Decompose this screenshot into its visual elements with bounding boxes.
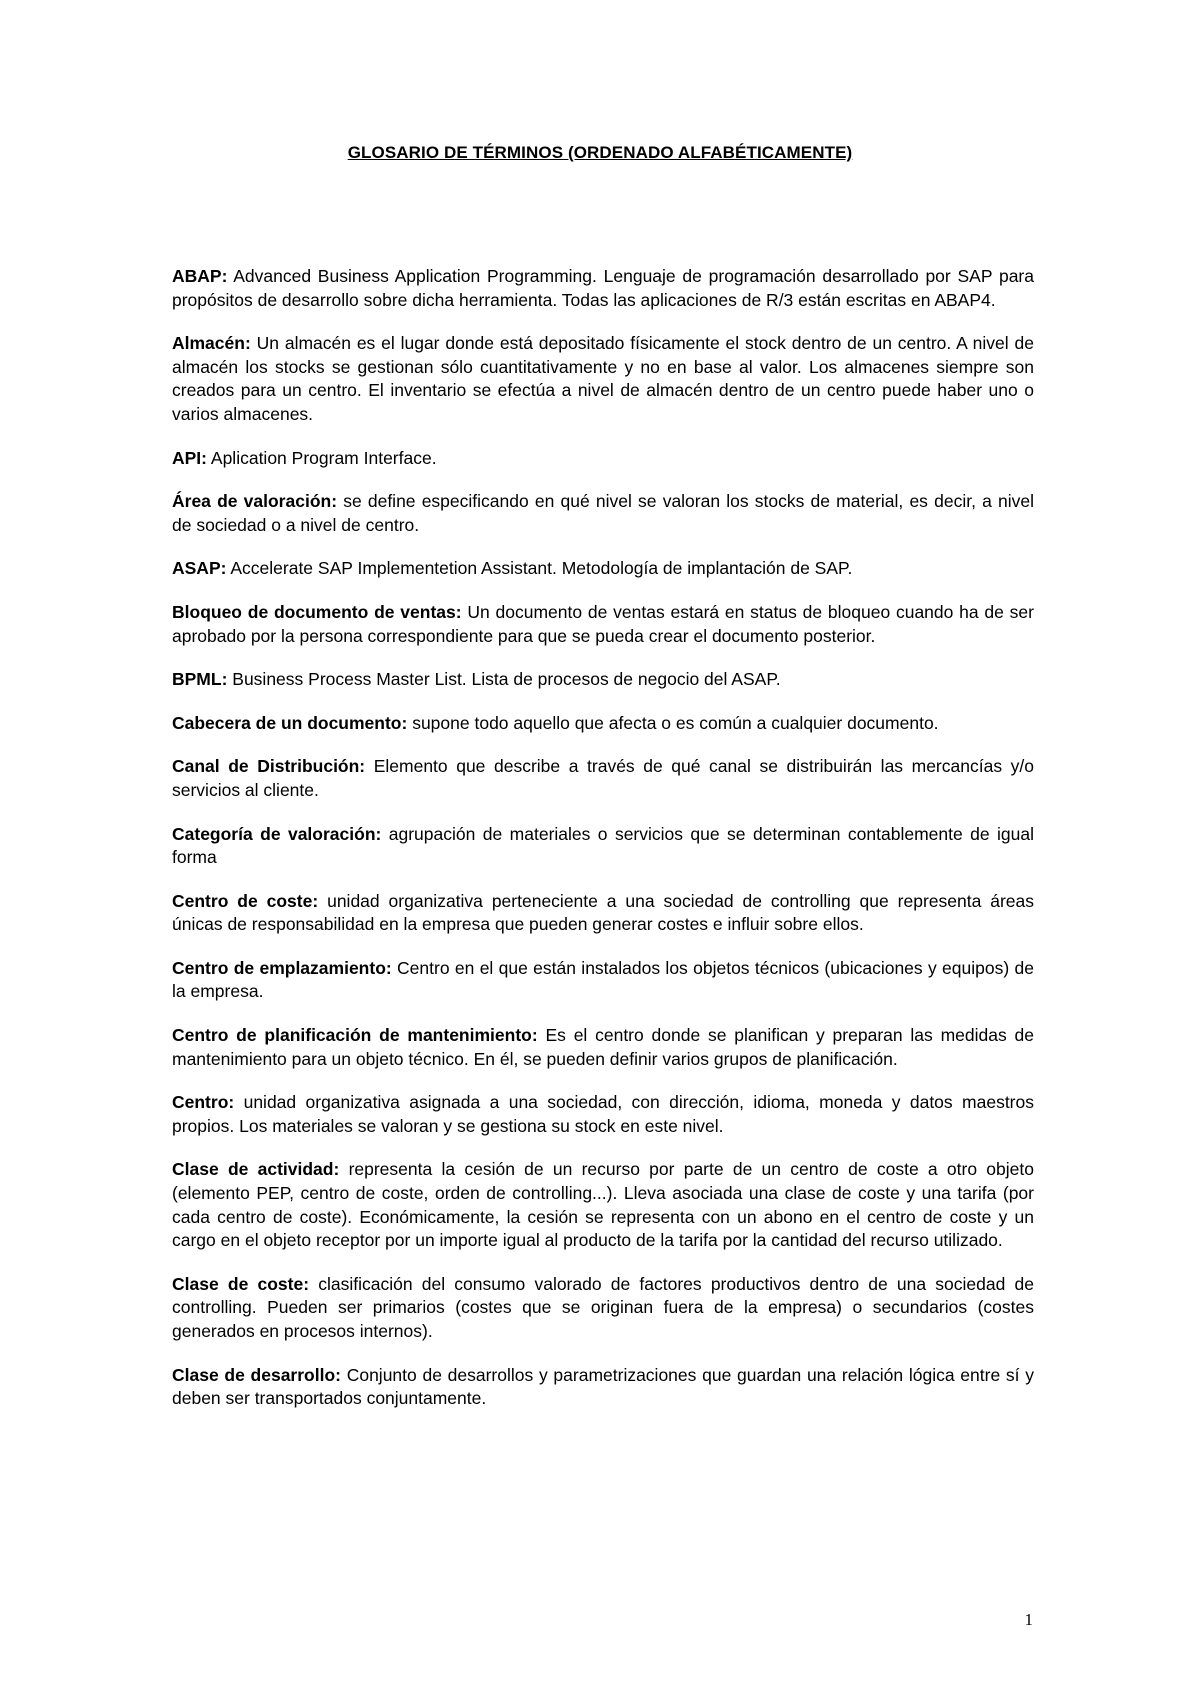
entry-term: Clase de coste: bbox=[172, 1273, 310, 1294]
glossary-entry bbox=[172, 1364, 1034, 1411]
glossary-list bbox=[172, 265, 1034, 1431]
entry-definition: unidad organizativa perteneciente a una sociedad de controlling que representa áreas únicas de responsabilidad en la empresa que pueden generar costes e influir sobre ellos. bbox=[172, 890, 1034, 935]
entry-term: Área de valoración: bbox=[172, 491, 338, 512]
entry-term: Canal de Distribución: bbox=[172, 756, 366, 777]
glossary-entry bbox=[172, 712, 1034, 736]
entry-term: Centro de planificación de mantenimiento: bbox=[172, 1025, 538, 1046]
glossary-entry bbox=[172, 755, 1034, 802]
entry-term: Centro de coste: bbox=[172, 890, 319, 911]
entry-definition: Aplication Program Interface. bbox=[210, 447, 437, 468]
entry-definition: Advanced Business Application Programming. Lenguaje de programación desarrollado por SAP para propósitos de desarrollo sobre dicha herramienta. Todas las aplicaciones de R/3 están escritas en ABAP4. bbox=[172, 266, 1034, 310]
glossary-entry bbox=[172, 957, 1034, 1004]
entry-definition: supone todo aquello que afecta o es común a cualquier documento. bbox=[412, 712, 939, 733]
glossary-entry bbox=[172, 1273, 1034, 1344]
page-number: 1 bbox=[1024, 1610, 1033, 1629]
entry-term: ASAP: bbox=[172, 558, 227, 579]
entry-term: Clase de desarrollo: bbox=[172, 1364, 341, 1385]
glossary-entry bbox=[172, 265, 1034, 312]
glossary-entry bbox=[172, 490, 1034, 537]
entry-term: Cabecera de un documento: bbox=[172, 712, 408, 733]
entry-definition: clasificación del consumo valorado de factores productivos dentro de una sociedad de controlling. Pueden ser primarios (costes que se originan fuera de la empresa) o secundarios (costes generados en procesos internos). bbox=[172, 1273, 1035, 1341]
glossary-entry bbox=[172, 668, 1034, 692]
page-title: GLOSARIO DE TÉRMINOS (ORDENADO ALFABÉTICAMENTE) bbox=[347, 143, 853, 162]
glossary-entry bbox=[172, 1091, 1034, 1138]
glossary-entry bbox=[172, 1158, 1034, 1252]
glossary-entry bbox=[172, 332, 1034, 426]
entry-definition: Accelerate SAP Implementetion Assistant. Metodología de implantación de SAP. bbox=[230, 558, 853, 579]
entry-definition: Centro en el que están instalados los objetos técnicos (ubicaciones y equipos) de la empresa. bbox=[172, 957, 1034, 1002]
entry-term: Categoría de valoración: bbox=[172, 823, 382, 844]
glossary-entry bbox=[172, 1024, 1034, 1071]
entry-definition: Un documento de ventas estará en status de bloqueo cuando ha de ser aprobado por la persona correspondiente para que se pueda crear el documento posterior. bbox=[172, 601, 1034, 646]
glossary-entry bbox=[172, 601, 1034, 648]
entry-term: Centro de emplazamiento: bbox=[172, 957, 392, 978]
glossary-entry bbox=[172, 447, 1034, 471]
glossary-entry bbox=[172, 823, 1034, 870]
entry-definition: Es el centro donde se planifican y preparan las medidas de mantenimiento para un objeto técnico. En él, se pueden definir varios grupos de planificación. bbox=[172, 1025, 1034, 1069]
entry-term: API: bbox=[172, 447, 207, 468]
entry-definition: Conjunto de desarrollos y parametrizaciones que guardan una relación lógica entre sí y deben ser transportados conjuntamente. bbox=[172, 1364, 1034, 1409]
entry-definition: unidad organizativa asignada a una sociedad, con dirección, idioma, moneda y datos maestros propios. Los materiales se valoran y se gestiona su stock en este nivel. bbox=[172, 1092, 1034, 1136]
glossary-entry bbox=[172, 557, 1034, 581]
entry-definition: Business Process Master List. Lista de procesos de negocio del ASAP. bbox=[232, 669, 781, 690]
entry-term: Centro: bbox=[172, 1092, 235, 1113]
entry-definition: Elemento que describe a través de qué canal se distribuirán las mercancías y/o servicios al cliente. bbox=[172, 756, 1034, 800]
glossary-entry bbox=[172, 890, 1034, 937]
entry-term: Bloqueo de documento de ventas: bbox=[172, 601, 462, 622]
entry-term: Clase de actividad: bbox=[172, 1159, 340, 1180]
entry-definition: representa la cesión de un recurso por parte de un centro de coste a otro objeto (elemento PEP, centro de coste, orden de controlling...). Lleva asociada una clase de coste y una tarifa (por cada centro de coste). Económicamente, la cesión se representa con un abono en el centro de coste y un cargo en el objeto receptor por un importe igual al producto de la tarifa por la cantidad del recurso utilizado. bbox=[172, 1159, 1034, 1251]
entry-definition: agrupación de materiales o servicios que se determinan contablemente de igual forma bbox=[172, 823, 1034, 868]
entry-term: Almacén: bbox=[172, 333, 251, 354]
entry-term: BPML: bbox=[172, 669, 228, 690]
entry-term: ABAP: bbox=[172, 266, 228, 286]
entry-definition: se define especificando en qué nivel se valoran los stocks de material, es decir, a nivel de sociedad o a nivel de centro. bbox=[172, 491, 1034, 535]
entry-definition: Un almacén es el lugar donde está depositado físicamente el stock dentro de un centro. A nivel de almacén los stocks se gestionan sólo cuantitativamente y no en base al valor. Los almacenes siempre son creados para un centro. El inventario se efectúa a nivel de almacén dentro de un centro puede haber uno o varios almacenes. bbox=[172, 333, 1034, 424]
